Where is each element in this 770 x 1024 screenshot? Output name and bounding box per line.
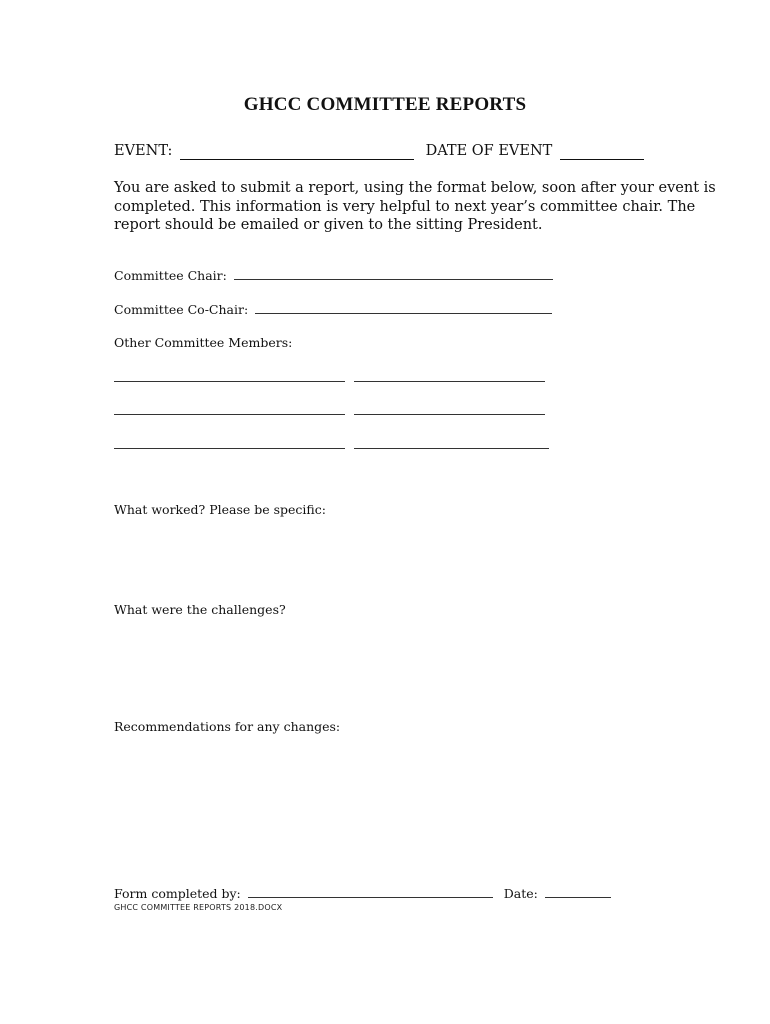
committee-cochair-row xyxy=(114,302,552,317)
event-field[interactable] xyxy=(180,143,414,160)
instructions-line: report should be emailed or given to the sitting President. xyxy=(114,217,543,233)
member-field[interactable] xyxy=(354,403,545,415)
member-lines-row xyxy=(114,437,549,452)
member-lines-row xyxy=(114,370,545,385)
date-of-event-field[interactable] xyxy=(560,143,644,160)
question-recommendations: Recommendations for any changes: xyxy=(114,719,341,734)
form-completed-by-label: Form completed by: xyxy=(114,886,241,901)
completion-row xyxy=(114,886,611,901)
other-members-label: Other Committee Members: xyxy=(114,335,293,350)
form-completed-by-field[interactable] xyxy=(248,886,493,898)
member-field[interactable] xyxy=(114,403,345,415)
completion-date-label: Date: xyxy=(503,886,538,901)
member-field[interactable] xyxy=(114,370,345,382)
committee-chair-row xyxy=(114,268,553,283)
instructions-line: completed. This information is very helpful to next year’s committee chair. The xyxy=(114,198,696,215)
member-field[interactable] xyxy=(114,437,345,449)
instructions-paragraph xyxy=(114,179,716,235)
committee-cochair-field[interactable] xyxy=(255,302,552,314)
completion-date-field[interactable] xyxy=(545,886,611,898)
committee-chair-field[interactable] xyxy=(234,268,553,280)
event-label: EVENT: xyxy=(114,143,173,159)
event-row xyxy=(114,143,644,160)
instructions-line: You are asked to submit a report, using the format below, soon after your event is xyxy=(114,180,716,196)
question-what-worked: What worked? Please be specific: xyxy=(114,502,326,517)
document-title: GHCC COMMITTEE REPORTS xyxy=(243,94,527,115)
member-lines-row xyxy=(114,403,545,418)
date-of-event-label: DATE OF EVENT xyxy=(425,143,553,159)
committee-chair-label: Committee Chair: xyxy=(114,268,227,283)
committee-cochair-label: Committee Co-Chair: xyxy=(114,302,249,317)
other-members-row xyxy=(114,335,292,350)
member-field[interactable] xyxy=(354,370,545,382)
footer-filename: GHCC COMMITTEE REPORTS 2018.DOCX xyxy=(114,903,283,912)
question-challenges: What were the challenges? xyxy=(114,602,286,617)
member-field[interactable] xyxy=(354,437,549,449)
